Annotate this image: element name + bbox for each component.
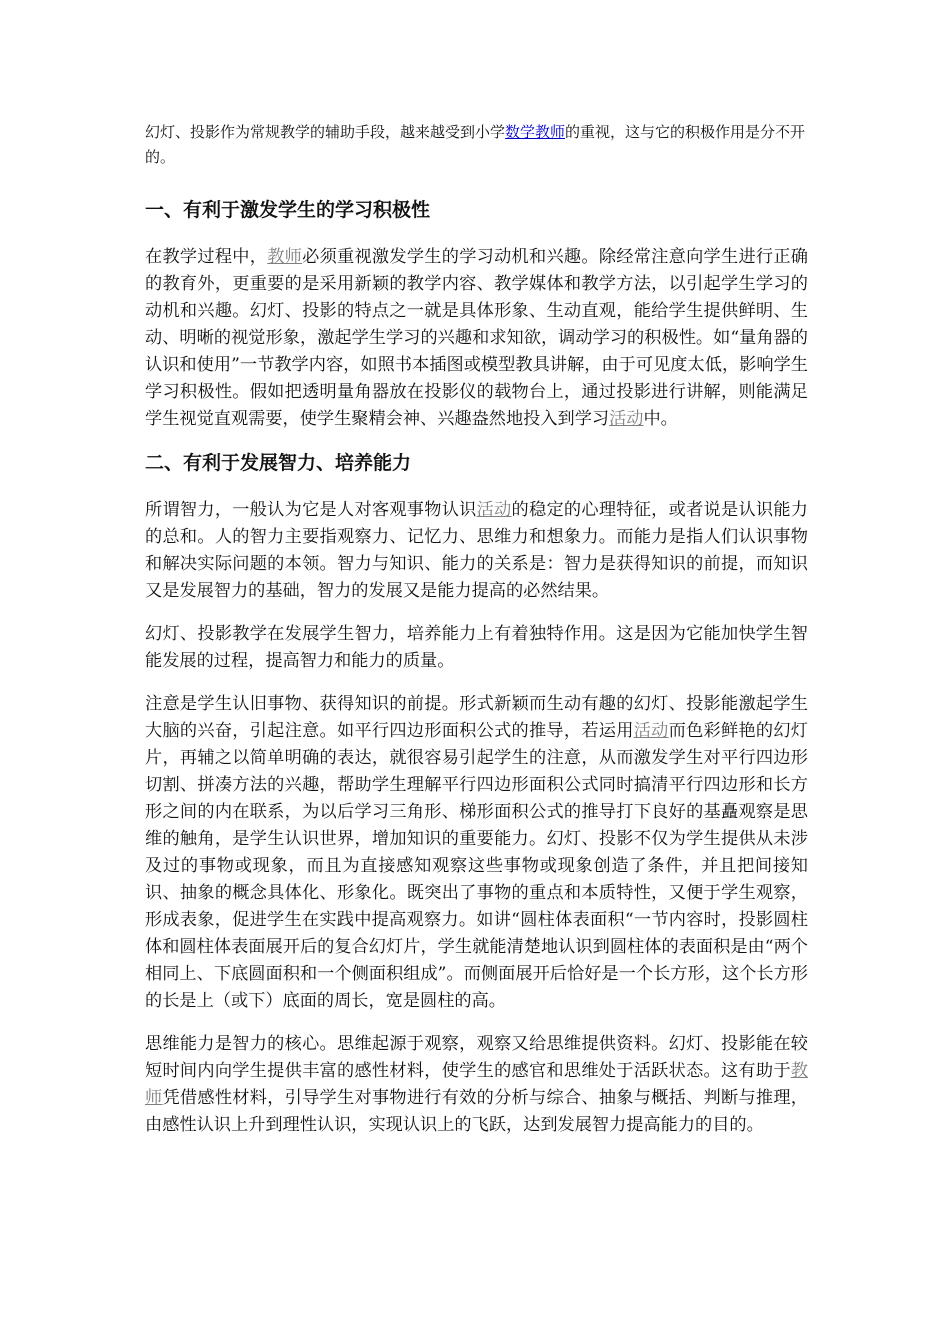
intro-text-before: 幻灯、投影作为常规教学的辅助手段，越来越受到小学 [145, 123, 506, 141]
intro-text-after: 的重视，这与它的积极作用是分不开的。 [145, 123, 806, 166]
text-span: 所谓智力，一般认为它是人对客观事物认识 [145, 500, 477, 520]
intro-paragraph [145, 120, 808, 170]
link-math-teacher[interactable]: 数学教师 [505, 123, 566, 141]
link-activity[interactable]: 活动 [476, 500, 512, 520]
text-span: 在教学过程中， [145, 247, 268, 267]
section2-heading: 二、有利于发展智力、培养能力 [145, 452, 412, 474]
text-span: 而色彩鲜艳的幻灯片，再辅之以简单明确的表达，就很容易引起学生的注意，从而激发学生对平行四边形切割、拼凑方法的兴趣，帮助学生理解平行四边形面积公式同时搞清平行四边形和长方形之间的内在联系，为以后学习三角形、梯形面积公式的推导打下良好的基矗观察是思维的触角，是学生认识世界，增加知识的重要能力。幻灯、投影不仅为学生提供从未涉及过的事物或现象，而且为直接感知观察这些事物或现象创造了条件，并且把间接知识、抽象的概念具体化、形象化。既突出了事物的重点和本质特性，又便于学生观察，形成表象，促进学生在实践中提高观察力。如讲“圆柱体表面积“一节内容时，投影圆柱体和圆柱体表面展开后的复合幻灯片，学生就能清楚地认识到圆柱体的表面积是由“两个相同上、下底圆面积和一个侧面积组成”。而侧面展开后恰好是一个长方形，这个长方形的长是上（或下）底面的周长，宽是圆柱的高。 [145, 721, 808, 1011]
section2-paragraph-1 [145, 497, 808, 605]
link-activity[interactable]: 活动 [609, 409, 644, 429]
text-span: 的稳定的心理特征，或者说是认识能力的总和。人的智力主要指观察力、记忆力、思维力和想象力。而能力是指人们认识事物和解决实际问题的本领。智力与知识、能力的关系是：智力是获得知识的前提，而知识又是发展智力的基础，智力的发展又是能力提高的必然结果。 [145, 500, 808, 601]
text-span: 思维能力是智力的核心。思维起源于观察，观察又给思维提供资料。幻灯、投影能在较短时间内向学生提供丰富的感性材料，使学生的感官和思维处于活跃状态。这有助于 [145, 1034, 808, 1081]
link-teacher[interactable]: 教师 [145, 1061, 808, 1108]
text-span: 必须重视激发学生的学习动机和兴趣。除经常注意向学生进行正确的教育外，更重要的是采用新颖的教学内容、教学媒体和教学方法，以引起学生学习的动机和兴趣。幻灯、投影的特点之一就是具体形象、生动直观，能给学生提供鲜明、生动、明晰的视觉形象，激起学生学习的兴趣和求知欲，调动学习的积极性。如“量角器的认识和使用”一节教学内容，如照书本插图或模型教具讲解，由于可见度太低，影响学生学习积极性。假如把透明量角器放在投影仪的载物台上，通过投影进行讲解，则能满足学生视觉直观需要，使学生聚精会神、兴趣盎然地投入到学习 [145, 247, 808, 429]
text-span: 注意是学生认旧事物、获得知识的前提。形式新颖而生动有趣的幻灯、投影能激起学生大脑的兴奋，引起注意。如平行四边形面积公式的推导，若运用 [145, 694, 808, 741]
section1-paragraph-1 [145, 244, 808, 433]
section2-paragraph-2: 幻灯、投影教学在发展学生智力，培养能力上有着独特作用。这是因为它能加快学生智能发展的过程，提高智力和能力的质量。 [145, 624, 808, 671]
text-span: 中。 [643, 409, 678, 429]
section2-paragraph-3 [145, 691, 808, 1015]
section2-paragraph-4 [145, 1031, 808, 1139]
text-span: 凭借感性材料，引导学生对事物进行有效的分析与综合、抽象与概括、判断与推理，由感性认识上升到理性认识，实现认识上的飞跃，达到发展智力提高能力的目的。 [145, 1088, 808, 1135]
section1-heading: 一、有利于激发学生的学习积极性 [145, 199, 431, 221]
link-activity[interactable]: 活动 [633, 721, 669, 741]
link-teacher[interactable]: 教师 [267, 247, 303, 267]
